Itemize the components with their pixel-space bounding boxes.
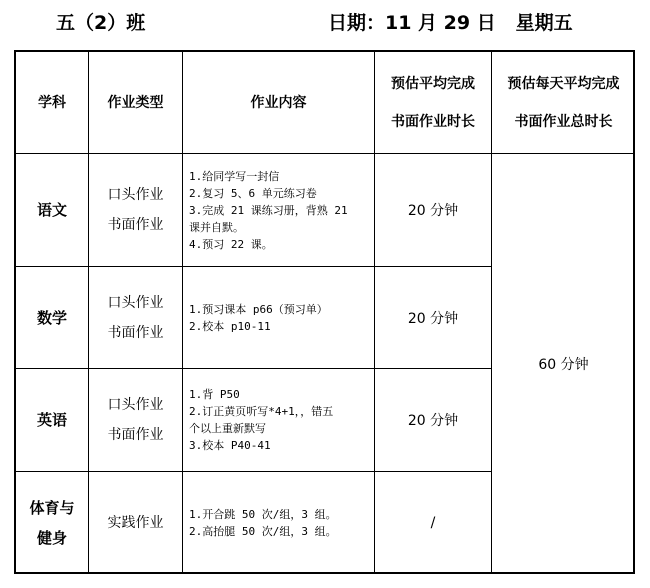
table-row-subject: 语文 xyxy=(16,154,89,267)
homework-table xyxy=(14,50,635,574)
date-title: 日期：11 月 29 日 星期五 xyxy=(328,12,573,34)
table-row-subject: 体育与 健身 xyxy=(16,472,89,574)
header-type: 作业类型 xyxy=(89,52,183,154)
table-row-content: 1.背 P50 2.订正黄页听写*4+1，，错五 个以上重新默写 3.校本 P40-41 xyxy=(183,369,375,472)
table-row-time: 20 分钟 xyxy=(375,267,492,369)
total-time-cell: 60 分钟 xyxy=(538,357,589,373)
header-content: 作业内容 xyxy=(183,52,375,154)
table-row-type: 口头作业 书面作业 xyxy=(89,267,183,369)
table-row-time: 20 分钟 xyxy=(375,154,492,267)
table-row-content: 1.开合跳 50 次/组，3 组。 2.高抬腿 50 次/组，3 组。 xyxy=(183,472,375,574)
table-row-subject: 数学 xyxy=(16,267,89,369)
table-row-type: 口头作业 书面作业 xyxy=(89,369,183,472)
table-row-time: 20 分钟 xyxy=(375,369,492,472)
table-row-subject: 英语 xyxy=(16,369,89,472)
table-row-type: 实践作业 xyxy=(89,472,183,574)
header-avg-time: 预估平均完成 书面作业时长 xyxy=(375,52,492,154)
table-row-content: 1.预习课本 p66（预习单） 2.校本 p10-11 xyxy=(183,267,375,369)
class-title: 五（2）班 xyxy=(56,12,146,34)
table-row-type: 口头作业 书面作业 xyxy=(89,154,183,267)
header-subject: 学科 xyxy=(16,52,89,154)
header-total-time: 预估每天平均完成 书面作业总时长 xyxy=(492,52,635,154)
table-row-content: 1.给同学写一封信 2.复习 5、6 单元练习卷 3.完成 21 课练习册，背熟 21 课并自默。 4.预习 22 课。 xyxy=(183,154,375,267)
table-row-time: / xyxy=(375,472,492,574)
